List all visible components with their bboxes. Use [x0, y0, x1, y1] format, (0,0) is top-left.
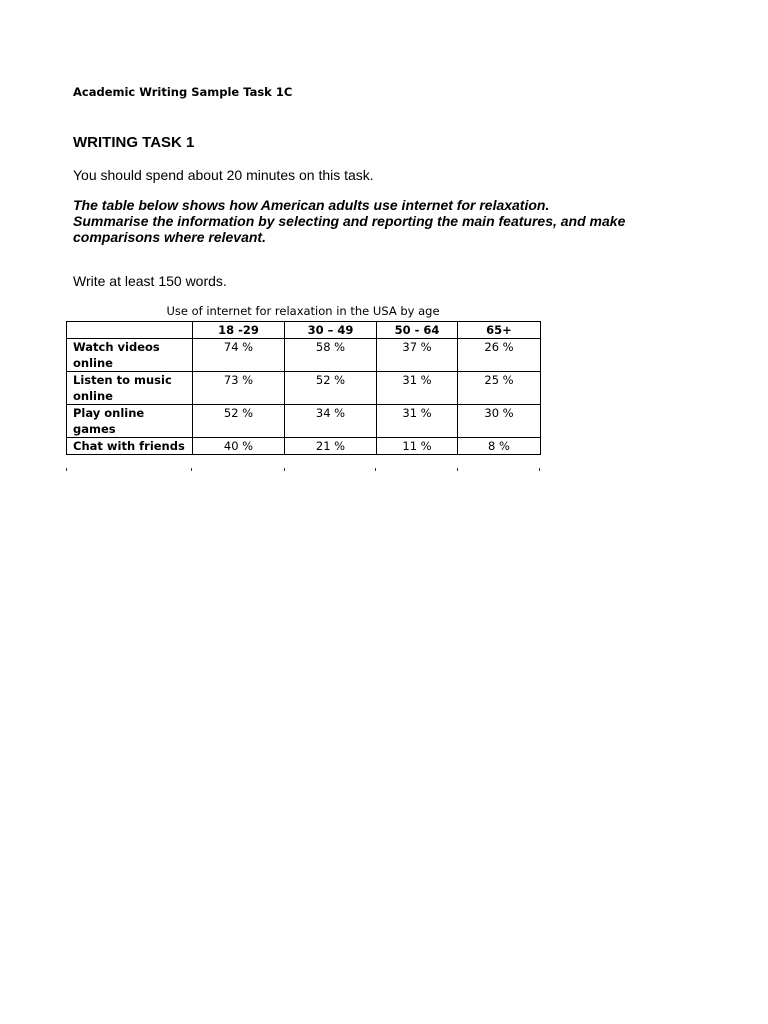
table-row [67, 438, 541, 455]
table-caption: Use of internet for relaxation in the USA by age [166, 304, 440, 318]
table-cell: 31 % [377, 405, 458, 438]
table-cell: 74 % [193, 339, 285, 372]
row-label [67, 339, 193, 372]
time-instruction: You should spend about 20 minutes on this task. [73, 167, 374, 183]
table-header-cell: 30 – 49 [285, 322, 377, 339]
tick-mark [66, 468, 67, 471]
tick-mark [375, 468, 376, 471]
task-heading: WRITING TASK 1 [73, 134, 195, 151]
table-cell: 73 % [193, 372, 285, 405]
task-prompt-line: Summarise the information by selecting and reporting the main features, and make [73, 213, 626, 229]
table-cell: 11 % [377, 438, 458, 455]
table-header-cell [67, 322, 193, 339]
table-cell: 58 % [285, 339, 377, 372]
table-cell: 52 % [285, 372, 377, 405]
table-header-row [67, 322, 541, 339]
tick-mark [284, 468, 285, 471]
tick-mark [191, 468, 192, 471]
table-row [67, 405, 541, 438]
row-label-line: Listen to music [73, 373, 172, 387]
row-label-line: online [73, 356, 113, 370]
table-cell: 21 % [285, 438, 377, 455]
table-cell: 52 % [193, 405, 285, 438]
data-table [66, 321, 541, 455]
column-tick-marks [0, 468, 768, 472]
table-cell: 40 % [193, 438, 285, 455]
tick-mark [539, 468, 540, 471]
task-prompt [73, 197, 693, 245]
tick-mark [457, 468, 458, 471]
row-label [67, 372, 193, 405]
word-count-instruction: Write at least 150 words. [73, 273, 227, 289]
task-prompt-line: The table below shows how American adults use internet for relaxation. [73, 197, 550, 213]
row-label: Play online games [67, 405, 193, 438]
table-row [67, 372, 541, 405]
table-cell: 37 % [377, 339, 458, 372]
table-cell: 25 % [458, 372, 541, 405]
row-label-line: Watch videos [73, 340, 160, 354]
table-cell: 30 % [458, 405, 541, 438]
row-label: Chat with friends [67, 438, 193, 455]
table-row [67, 339, 541, 372]
document-header: Academic Writing Sample Task 1C [73, 85, 293, 99]
table-header-cell: 18 -29 [193, 322, 285, 339]
table-cell: 31 % [377, 372, 458, 405]
table-cell: 8 % [458, 438, 541, 455]
table-cell: 34 % [285, 405, 377, 438]
table-header-cell: 50 - 64 [377, 322, 458, 339]
task-prompt-line: comparisons where relevant. [73, 229, 266, 245]
table-cell: 26 % [458, 339, 541, 372]
row-label-line: online [73, 389, 113, 403]
table-header-cell: 65+ [458, 322, 541, 339]
